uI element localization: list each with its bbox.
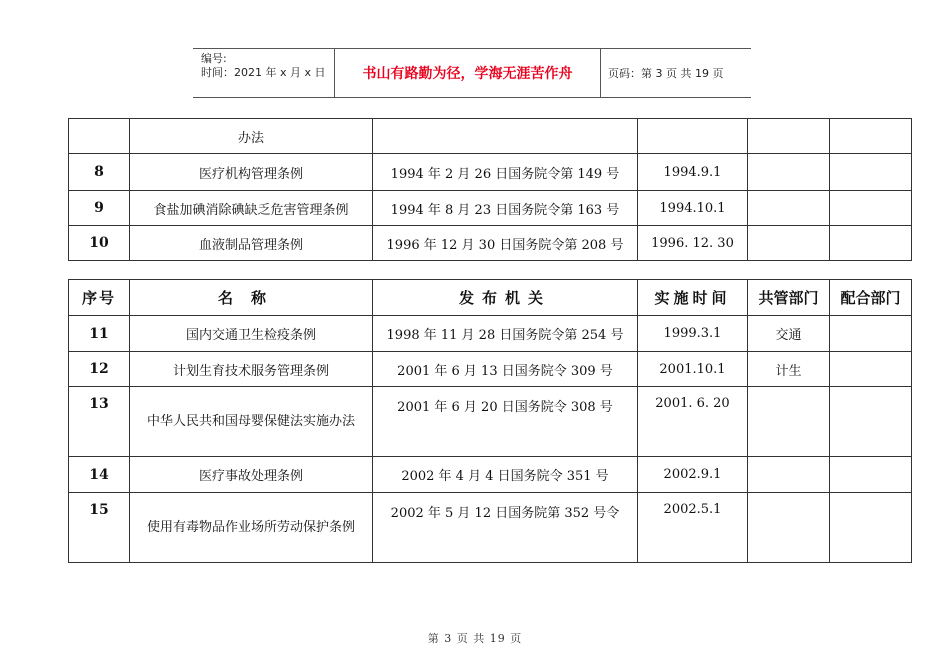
coop-cell	[830, 493, 912, 563]
regulation-name: 国内交通卫生检疫条例	[130, 316, 373, 352]
row-number: 15	[69, 493, 130, 563]
row-number: 8	[69, 154, 130, 191]
table-row	[69, 119, 912, 154]
row-number	[69, 119, 130, 154]
issuer-cell: 1996 年 12 月 30 日国务院令第 208 号	[373, 226, 638, 261]
effective-date	[638, 119, 748, 154]
coop-cell	[830, 457, 912, 493]
dept-cell: 计生	[748, 352, 830, 387]
regulation-name: 血液制品管理条例	[130, 226, 373, 261]
table-row	[69, 352, 912, 387]
row-number: 10	[69, 226, 130, 261]
regulation-name: 中华人民共和国母婴保健法实施办法	[130, 387, 373, 457]
coop-cell	[830, 316, 912, 352]
effective-date: 2002.9.1	[638, 457, 748, 493]
dept-cell	[748, 154, 830, 191]
row-number: 14	[69, 457, 130, 493]
issuer-cell: 2002 年 5 月 12 日国务院第 352 号令	[373, 493, 638, 563]
header-dept: 共管部门	[748, 280, 830, 316]
table-row	[69, 191, 912, 226]
dept-cell	[748, 119, 830, 154]
regulation-name: 计划生育技术服务管理条例	[130, 352, 373, 387]
header-time: 时间：2021 年 x 月 x 日	[201, 66, 326, 79]
issuer-cell: 2002 年 4 月 4 日国务院令 351 号	[373, 457, 638, 493]
issuer-cell: 1994 年 2 月 26 日国务院令第 149 号	[373, 154, 638, 191]
coop-cell	[830, 387, 912, 457]
header-number: 序号	[69, 280, 130, 316]
dept-cell: 交通	[748, 316, 830, 352]
table-row	[69, 316, 912, 352]
row-number: 13	[69, 387, 130, 457]
page-header	[193, 48, 751, 98]
coop-cell	[830, 226, 912, 261]
issuer-cell: 1998 年 11 月 28 日国务院令第 254 号	[373, 316, 638, 352]
table-row	[69, 457, 912, 493]
coop-cell	[830, 191, 912, 226]
header-code: 编号:	[201, 52, 227, 65]
regulation-name: 食盐加碘消除碘缺乏危害管理条例	[130, 191, 373, 226]
issuer-cell: 2001 年 6 月 20 日国务院令 308 号	[373, 387, 638, 457]
issuer-cell: 2001 年 6 月 13 日国务院令 309 号	[373, 352, 638, 387]
effective-date: 2001.10.1	[638, 352, 748, 387]
issuer-cell	[373, 119, 638, 154]
table-row	[69, 493, 912, 563]
header-motto: 书山有路勤为径，学海无涯苦作舟	[335, 49, 601, 97]
header-meta	[193, 49, 335, 97]
coop-cell	[830, 352, 912, 387]
header-coop: 配合部门	[830, 280, 912, 316]
dept-cell	[748, 493, 830, 563]
regulation-name: 使用有毒物品作业场所劳动保护条例	[130, 493, 373, 563]
effective-date: 2002.5.1	[638, 493, 748, 563]
row-number: 12	[69, 352, 130, 387]
effective-date: 1996. 12. 30	[638, 226, 748, 261]
page-footer: 第 3 页 共 19 页	[427, 632, 523, 645]
table-row	[69, 154, 912, 191]
table-row	[69, 387, 912, 457]
dept-cell	[748, 226, 830, 261]
dept-cell	[748, 387, 830, 457]
header-issuer: 发布机关	[373, 280, 638, 316]
dept-cell	[748, 457, 830, 493]
header-page-info: 页码：第 3 页 共 19 页	[608, 67, 724, 80]
coop-cell	[830, 154, 912, 191]
regulation-name: 医疗事故处理条例	[130, 457, 373, 493]
row-number: 9	[69, 191, 130, 226]
regulations-table	[68, 279, 912, 563]
coop-cell	[830, 119, 912, 154]
regulation-name: 办法	[130, 119, 373, 154]
dept-cell	[748, 191, 830, 226]
header-name: 名称	[130, 280, 373, 316]
regulation-name: 医疗机构管理条例	[130, 154, 373, 191]
table-row	[69, 226, 912, 261]
effective-date: 1994.10.1	[638, 191, 748, 226]
issuer-cell: 1994 年 8 月 23 日国务院令第 163 号	[373, 191, 638, 226]
effective-date: 1999.3.1	[638, 316, 748, 352]
regulations-table-continued	[68, 118, 912, 261]
table-header-row	[69, 280, 912, 316]
header-date: 实施时间	[638, 280, 748, 316]
effective-date: 1994.9.1	[638, 154, 748, 191]
effective-date: 2001. 6. 20	[638, 387, 748, 457]
row-number: 11	[69, 316, 130, 352]
